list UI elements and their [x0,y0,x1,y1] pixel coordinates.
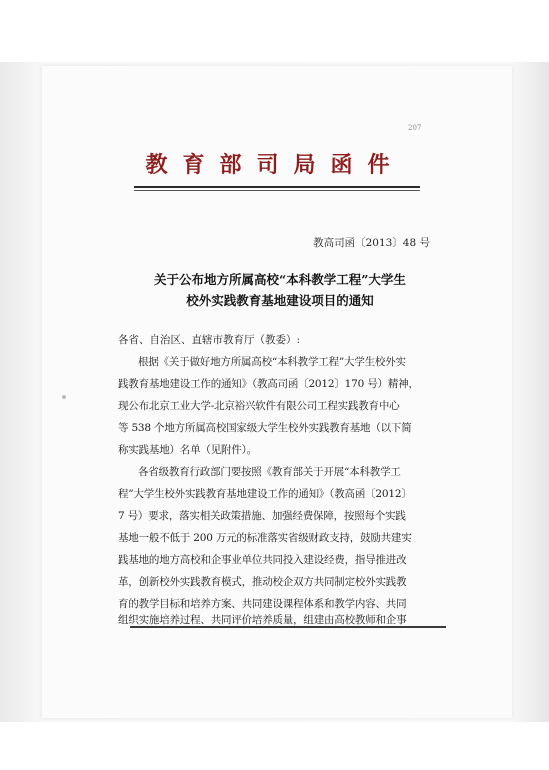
notice-title-line-1: 关于公布地方所属高校“本科教学工程”大学生 [154,272,406,287]
body-line: 现公布北京工业大学-北京裕兴软件有限公司工程实践教育中心 [118,400,400,412]
body-line: 程”大学生校外实践教育基地建设工作的通知》（教高函〔2012〕 [118,488,412,500]
body-line: 7 号）要求，落实相关政策措施、加强经费保障，按照每个实践 [118,510,406,522]
body-line: 称实践基地）名单（见附件）。 [118,444,257,456]
body-line: 组织实施培养过程、共同评价培养质量，组建由高校教师和企事 [118,614,407,626]
body-line: 基地一般不低于 200 万元的标准落实省级财政支持，鼓励共建实 [118,532,412,544]
addressee: 各省、自治区、直辖市教育厅（教委）: [118,334,301,346]
letterhead-title: 教育部司局函件 [145,152,405,178]
body-line: 根据《关于做好地方所属高校“本科教学工程”大学生校外实 [138,356,406,368]
notice-title-line-2: 校外实践教育基地建设项目的通知 [186,293,374,308]
body-line: 育的教学目标和培养方案、共同建设课程体系和教学内容、共同 [118,598,407,610]
body-line: 革，创新校外实践教育模式，推动校企双方共同制定校外实践教 [118,576,407,588]
body-line: 等 538 个地方所属高校国家级大学生校外实践教育基地（以下简 [118,422,412,434]
footer-rule [130,626,446,628]
scan-speck [62,395,66,399]
page-mark: 207 [408,124,422,132]
letterhead-rule-thin [134,190,420,191]
body-line: 各省级教育行政部门要按照《教育部关于开展“本科教学工 [138,466,401,478]
body-line: 践基地的地方高校和企事业单位共同投入建设经费，指导推进改 [118,554,407,566]
body-line: 践教育基地建设工作的通知》（教高司函〔2012〕170 号）精神， [118,378,419,390]
letterhead-rule-thick [134,186,420,188]
document-number: 教高司函〔2013〕48 号 [313,237,430,249]
